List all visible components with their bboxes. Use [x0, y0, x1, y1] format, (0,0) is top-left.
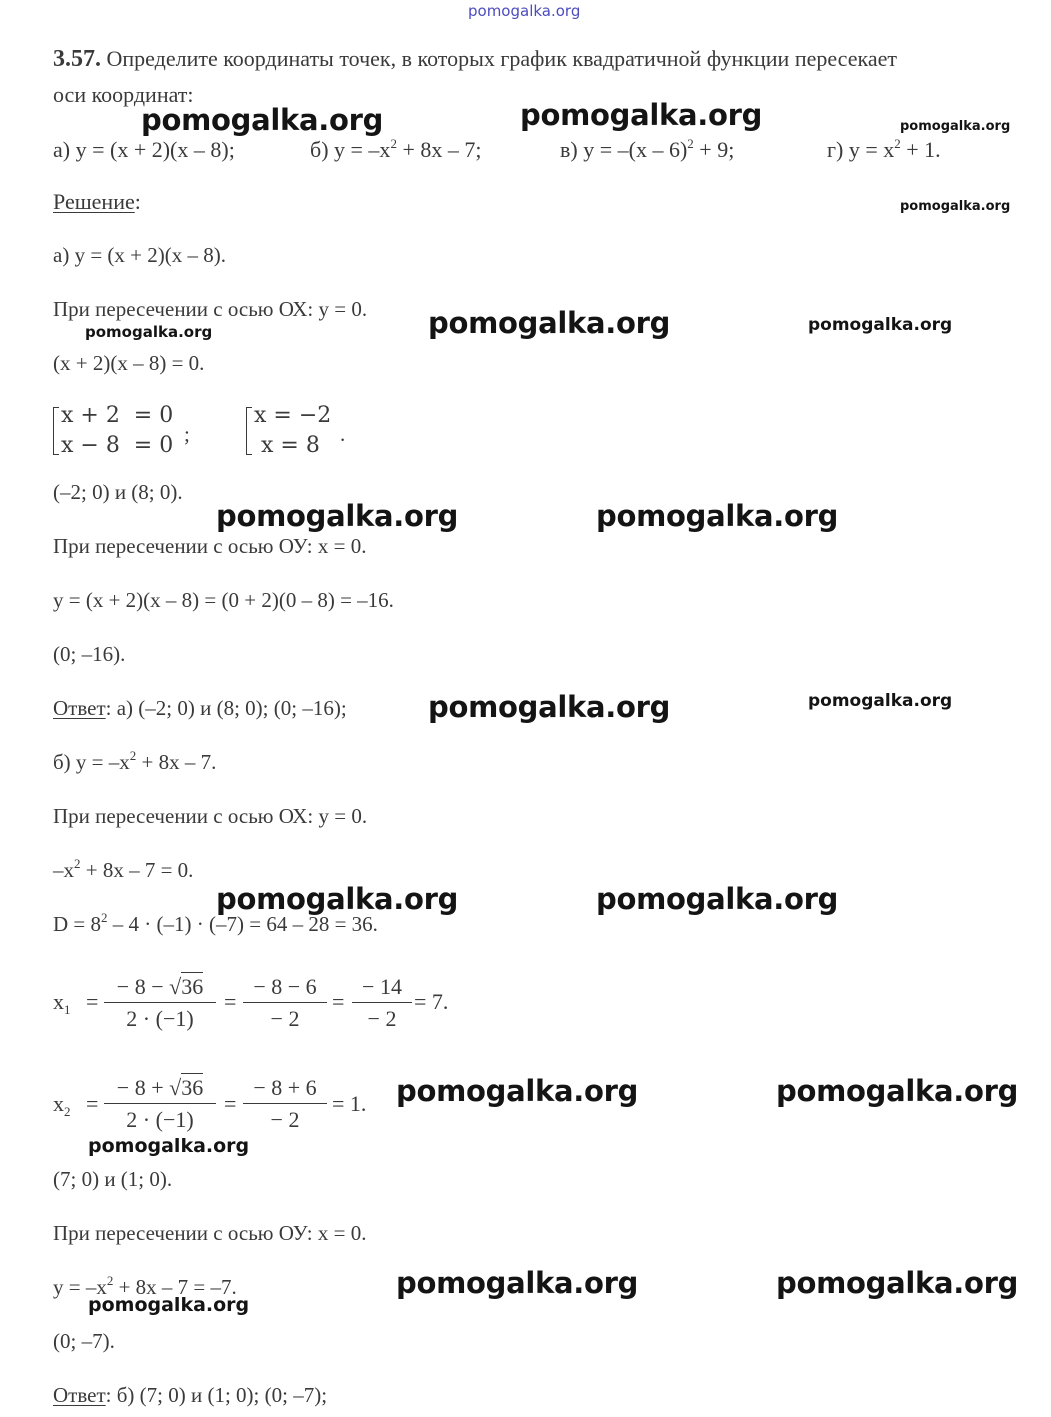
x1-label: $x_1$: [53, 989, 71, 1017]
watermark: pomogalka.org: [520, 98, 763, 132]
x1-fraction-1: $\frac{- 8 - √36}{2 \cdot (-1)}$: [104, 976, 216, 1030]
part-b-points-ox: (7; 0) и (1; 0).: [53, 1167, 173, 1191]
part-a-ox: При пересечении с осью ОХ: y = 0.: [53, 297, 368, 321]
part-a-calc: y = (x + 2)(x – 8) = (0 + 2)(0 – 8) = –16.: [53, 588, 394, 612]
watermark: pomogalka.org: [141, 103, 384, 137]
part-b-equation: $-x^2 + 8x - 7 = 0$.: [53, 856, 194, 882]
watermark: pomogalka.org: [900, 199, 1011, 214]
x1-eq-sign-2: =: [224, 989, 237, 1014]
watermark: pomogalka.org: [776, 1074, 1019, 1108]
option-a: а) y = (x + 2)(x – 8);: [53, 137, 235, 162]
watermark: pomogalka.org: [596, 499, 839, 533]
part-b-answer: Ответ: б) (7; 0) и (1; 0); (0; –7);: [53, 1383, 328, 1407]
x2-fraction-1: $\frac{- 8 + √36}{2 \cdot (-1)}$: [104, 1077, 216, 1131]
x2-result: = 1.: [332, 1091, 367, 1116]
part-b-oy: При пересечении с осью ОУ: x = 0.: [53, 1221, 367, 1245]
watermark: pomogalka.org: [396, 1074, 639, 1108]
watermark: pomogalka.org: [85, 323, 213, 341]
option-v: в) y = –(x – 6)$^2$ + 9;: [560, 136, 735, 162]
x1-eq-sign-3: =: [332, 989, 345, 1014]
part-b-point-oy: (0; –7).: [53, 1329, 115, 1353]
part-a-header: а) y = (x + 2)(x – 8).: [53, 243, 226, 267]
part-a-equation: (x + 2)(x – 8) = 0.: [53, 351, 205, 375]
part-b-header: б) $y = -x^2 + 8x - 7$.: [53, 748, 217, 774]
part-b-calc: $y = -x^2 + 8x - 7 = -7$.: [53, 1273, 237, 1299]
task-text-line2: оси координат:: [53, 82, 194, 107]
watermark: pomogalka.org: [216, 882, 459, 916]
watermark: pomogalka.org: [428, 690, 671, 724]
x1-fraction-2: $\frac{- 8 - 6}{- 2}$: [243, 976, 327, 1030]
part-b-discriminant: $D = 8^2 - 4 \cdot (-1) \cdot (-7) = 64 - 28 = 36$.: [53, 910, 378, 936]
watermark: pomogalka.org: [900, 119, 1011, 134]
part-a-point-oy: (0; –16).: [53, 642, 126, 666]
x1-fraction-3: $\frac{- 14}{- 2}$: [352, 976, 412, 1030]
system1: x + 2 = 0 x − 8 = 0: [61, 403, 174, 458]
watermark-top: pomogalka.org: [468, 2, 581, 20]
part-a-oy: При пересечении с осью ОУ: x = 0.: [53, 534, 367, 558]
x2-label: $x_2$: [53, 1091, 71, 1119]
system-separator: ;: [184, 422, 190, 446]
x2-eq-sign-2: =: [224, 1091, 237, 1116]
system2: x = −2 x = 8: [254, 403, 332, 458]
system1-bracket: [53, 407, 59, 455]
system2-bracket: [246, 407, 252, 455]
part-a-answer: Ответ: а) (–2; 0) и (8; 0); (0; –16);: [53, 696, 347, 720]
x1-result: = 7.: [414, 989, 449, 1014]
watermark: pomogalka.org: [596, 882, 839, 916]
watermark: pomogalka.org: [808, 691, 953, 711]
x2-fraction-2: $\frac{- 8 + 6}{- 2}$: [243, 1077, 327, 1131]
task-number: 3.57.: [53, 46, 101, 72]
part-b-ox: При пересечении с осью ОХ: y = 0.: [53, 804, 368, 828]
option-b: б) $y = -x^2 + 8x - 7$;: [310, 136, 482, 162]
x2-eq-sign: =: [86, 1091, 99, 1116]
part-a-points-ox: (–2; 0) и (8; 0).: [53, 480, 183, 504]
watermark: pomogalka.org: [808, 315, 953, 335]
watermark: pomogalka.org: [776, 1266, 1019, 1300]
solution-heading: Решение:: [53, 189, 141, 214]
task-text-line1: Определите координаты точек, в которых график квадратичной функции пересекает: [106, 46, 897, 71]
watermark: pomogalka.org: [216, 499, 459, 533]
watermark: pomogalka.org: [428, 306, 671, 340]
system-end: .: [340, 422, 346, 446]
option-g: г) $y = x^2 + 1$.: [827, 136, 941, 162]
watermark: pomogalka.org: [396, 1266, 639, 1300]
watermark: pomogalka.org: [88, 1294, 250, 1316]
x1-eq-sign: =: [86, 989, 99, 1014]
task-statement: [53, 47, 897, 71]
watermark: pomogalka.org: [88, 1135, 250, 1157]
